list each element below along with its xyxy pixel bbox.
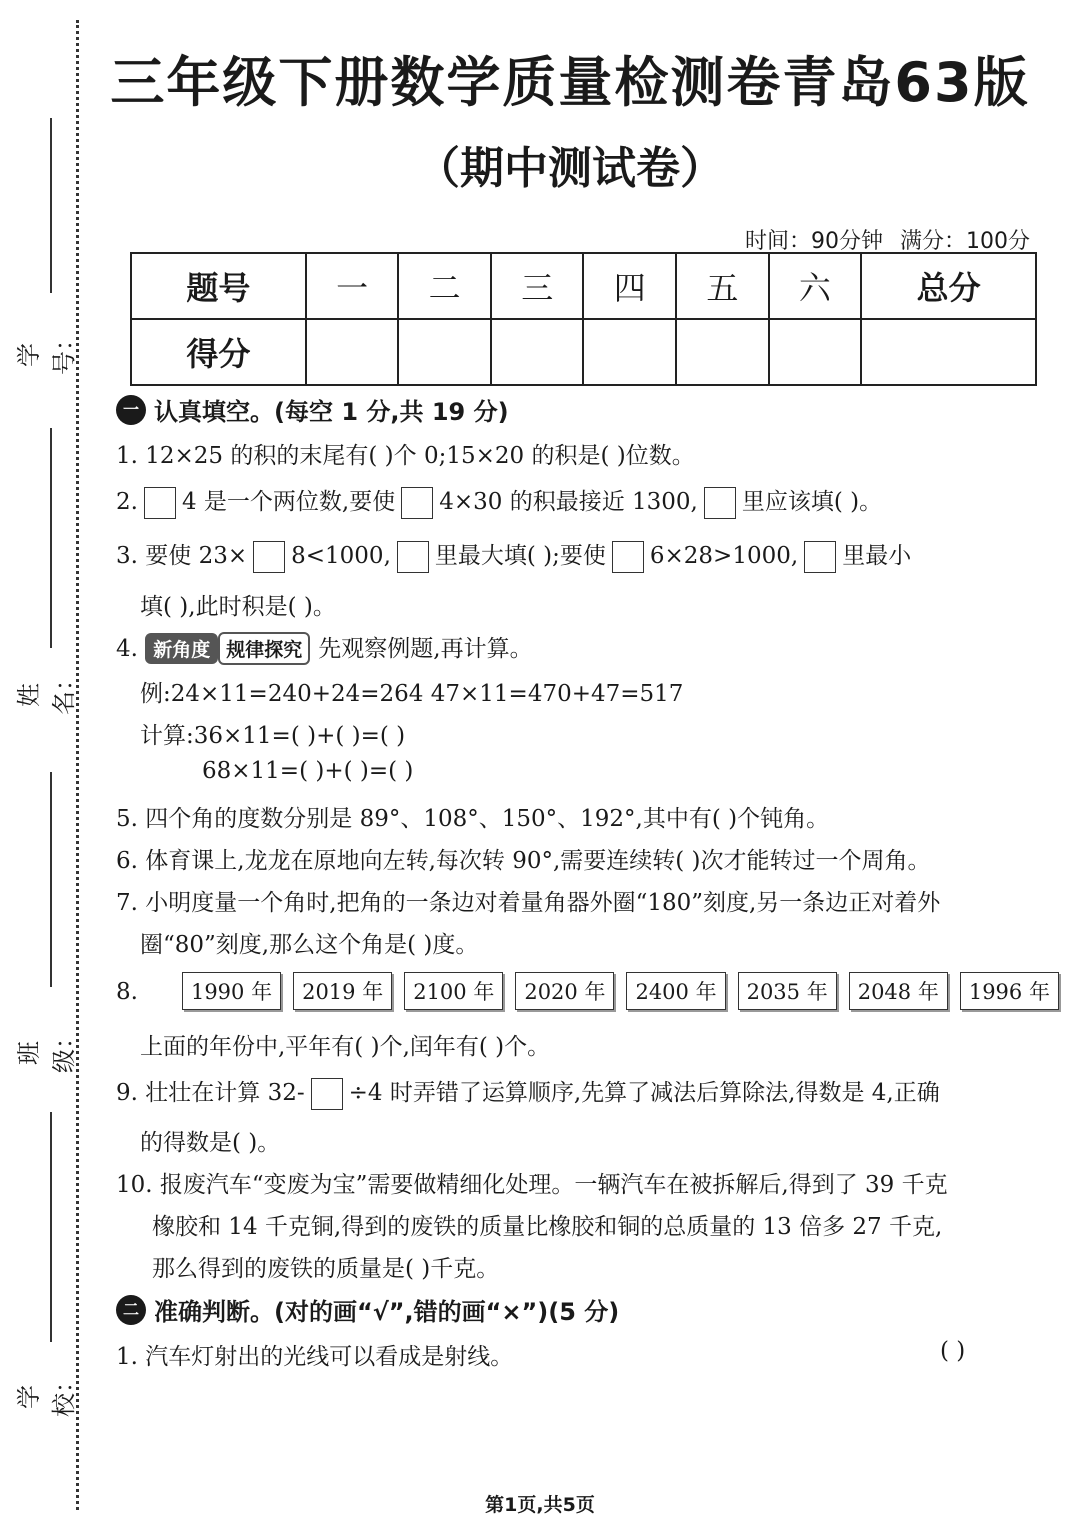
- score-cell[interactable]: [306, 319, 399, 385]
- question-number: 2.: [116, 489, 138, 515]
- question-5: 5. 四个角的度数分别是 89°、108°、150°、192°,其中有( )个钝角。: [116, 806, 830, 832]
- class-label: 班级：: [15, 1025, 78, 1073]
- score-header-cell: 四: [583, 253, 676, 319]
- score-table: [130, 252, 1037, 386]
- question-text: 先观察例题,再计算。: [318, 636, 533, 662]
- question-4-calc-2: 68×11=( )+( )=( ): [202, 758, 414, 784]
- question-text: 要使 23×: [145, 543, 248, 569]
- time-limit: 时间：90分钟: [745, 229, 883, 254]
- year-box: 1996 年: [960, 972, 1059, 1010]
- question-number: 4.: [116, 636, 138, 662]
- score-row-label: 得分: [131, 319, 306, 385]
- question-3: [116, 537, 911, 573]
- question-8-line2: 上面的年份中,平年有( )个,闰年有( )个。: [140, 1034, 551, 1060]
- name-label: 姓名：: [15, 667, 78, 715]
- judge-question-1: 1. 汽车灯射出的光线可以看成是射线。: [116, 1344, 514, 1370]
- question-4-example: 例:24×11=240+24=264 47×11=470+47=517: [140, 681, 684, 707]
- year-box: 2020 年: [515, 972, 614, 1010]
- question-text: 里应该填( )。: [741, 489, 883, 515]
- score-cell[interactable]: [769, 319, 862, 385]
- question-7: 7. 小明度量一个角时,把角的一条边对着量角器外圈“180”刻度,另一条边正对着外: [116, 890, 941, 916]
- question-9: [116, 1074, 940, 1110]
- answer-box[interactable]: [612, 541, 644, 573]
- answer-box[interactable]: [704, 487, 736, 519]
- school-rule: [50, 1112, 52, 1342]
- year-box: 2100 年: [404, 972, 503, 1010]
- year-box: 2048 年: [849, 972, 948, 1010]
- section-1-badge: 一: [116, 395, 146, 425]
- full-score: 满分：100分: [900, 229, 1030, 254]
- binding-dotted-line: [76, 20, 79, 1510]
- score-table-score-row: [131, 319, 1036, 385]
- answer-box[interactable]: [804, 541, 836, 573]
- answer-box[interactable]: [144, 487, 176, 519]
- score-cell[interactable]: [676, 319, 769, 385]
- score-cell[interactable]: [398, 319, 491, 385]
- score-cell[interactable]: [491, 319, 584, 385]
- question-text: 里最大填( );要使: [434, 543, 606, 569]
- question-text: 4×30 的积最接近 1300,: [439, 489, 698, 515]
- name-rule: [50, 428, 52, 648]
- score-cell[interactable]: [861, 319, 1036, 385]
- question-10-line2: 橡胶和 14 千克铜,得到的废铁的质量比橡胶和铜的总质量的 13 倍多 27 千克,: [152, 1214, 943, 1240]
- section-2-title: 准确判断。(对的画“√”,错的画“×”)(5 分): [154, 1298, 620, 1326]
- question-4: [116, 630, 533, 665]
- answer-box[interactable]: [401, 487, 433, 519]
- section-1-title: 认真填空。(每空 1 分,共 19 分): [154, 398, 509, 426]
- answer-box[interactable]: [311, 1078, 343, 1110]
- answer-box[interactable]: [397, 541, 429, 573]
- score-header-cell: 一: [306, 253, 399, 319]
- score-header-cell: 五: [676, 253, 769, 319]
- page-footer: 第1页,共5页: [485, 1494, 595, 1516]
- score-header-cell: 三: [491, 253, 584, 319]
- score-header-cell: 总分: [861, 253, 1036, 319]
- class-rule: [50, 772, 52, 987]
- question-7-line2: 圈“80”刻度,那么这个角是( )度。: [140, 932, 479, 958]
- score-cell[interactable]: [583, 319, 676, 385]
- question-6: 6. 体育课上,龙龙在原地向左转,每次转 90°,需要连续转( )次才能转过一个周角。: [116, 848, 931, 874]
- section-2-badge: 二: [116, 1295, 146, 1325]
- question-2: [116, 483, 882, 519]
- year-box: 2035 年: [738, 972, 837, 1010]
- answer-box[interactable]: [253, 541, 285, 573]
- new-angle-tag: 新角度: [145, 633, 218, 664]
- question-text: 里最小: [842, 543, 912, 569]
- pattern-tag: 规律探究: [218, 632, 310, 665]
- question-text: 8<1000,: [291, 543, 391, 569]
- question-text: 4 是一个两位数,要使: [181, 489, 396, 515]
- question-number: 9.: [116, 1080, 138, 1106]
- year-box: 2400 年: [626, 972, 725, 1010]
- score-header-cell: 六: [769, 253, 862, 319]
- question-number: 8.: [116, 979, 138, 1005]
- page-title: 三年级下册数学质量检测卷青岛63版: [110, 51, 1030, 114]
- school-label: 学校：: [15, 1369, 78, 1417]
- question-number: 3.: [116, 543, 138, 569]
- question-3-line2: 填( ),此时积是( )。: [140, 594, 336, 620]
- page-subtitle: （期中测试卷）: [416, 143, 724, 194]
- question-10-line3: 那么得到的废铁的质量是( )千克。: [152, 1256, 500, 1282]
- question-text: ÷4 时弄错了运算顺序,先算了减法后算除法,得数是 4,正确: [348, 1080, 940, 1106]
- question-8: [116, 972, 1071, 1010]
- question-1: 1. 12×25 的积的末尾有( )个 0;15×20 的积是( )位数。: [116, 443, 695, 469]
- year-box: 1990 年: [182, 972, 281, 1010]
- score-header-cell: 二: [398, 253, 491, 319]
- section-2-heading: [116, 1292, 619, 1327]
- section-1-heading: [116, 392, 509, 427]
- question-10: 10. 报废汽车“变废为宝”需要做精细化处理。一辆汽车在被拆解后,得到了 39 千克: [116, 1172, 948, 1198]
- question-4-calc-1: 计算:36×11=( )+( )=( ): [140, 723, 406, 749]
- student-no-label: 学号：: [15, 327, 78, 375]
- judge-answer-blank[interactable]: ( ): [940, 1338, 966, 1364]
- question-text: 壮壮在计算 32-: [145, 1080, 305, 1106]
- question-text: 6×28>1000,: [649, 543, 799, 569]
- score-header-cell: 题号: [131, 253, 306, 319]
- exam-meta: [735, 224, 1030, 255]
- score-table-header-row: [131, 253, 1036, 319]
- question-9-line2: 的得数是( )。: [140, 1130, 281, 1156]
- year-box: 2019 年: [293, 972, 392, 1010]
